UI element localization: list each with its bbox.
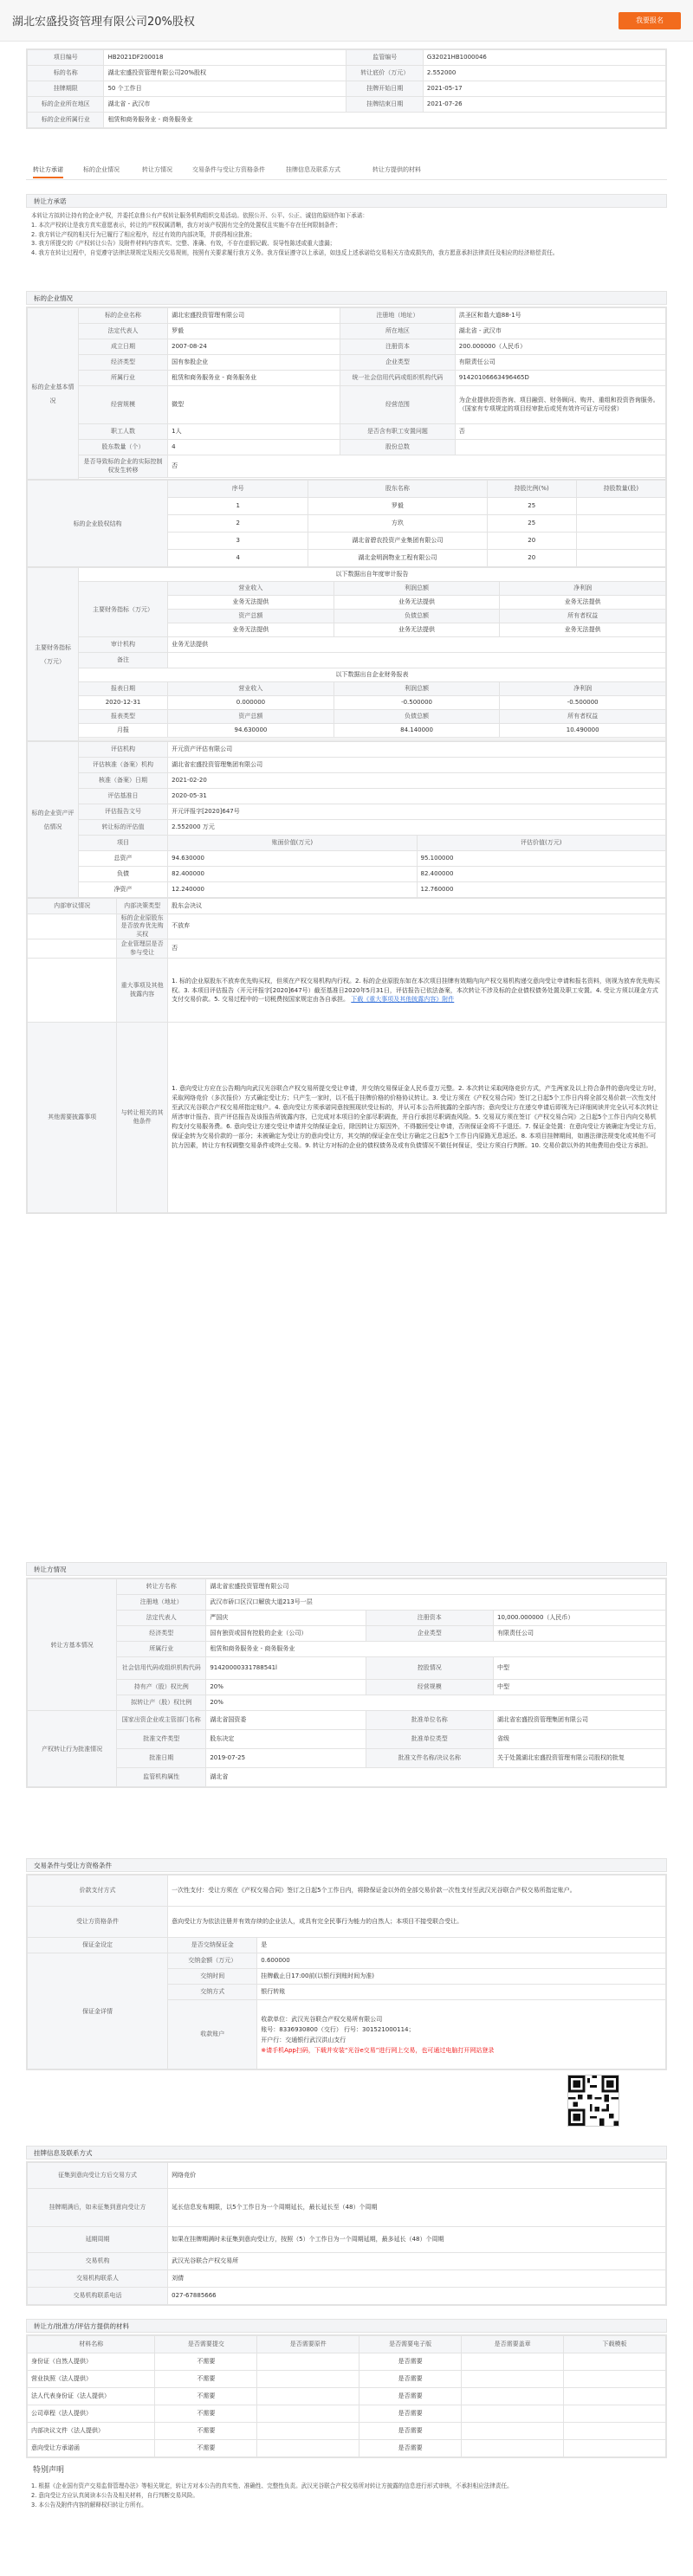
registered-address: 洪圣区和谐大道88-1号 [455,308,665,324]
special-notes: 1. 根据《企业国有资产交易监督管理办法》等相关规定，转让方对本公告的真实性、准确性、完整性负责。武汉光谷联合产权交易所对转让方披露的信息进行形式审核，不承担相应法律责任。 2. 意向受让方应认真阅读本公告及相关材料，自行判断交易风险。 3. 本公告及附件内容的解释权归转让方所有。 [31,2482,513,2508]
group-label: 标的企业资产评估情况 [28,742,79,898]
table-row: 负债 82.400000 82.400000 [28,867,666,882]
industry: 租赁和商务服务业 - 商务服务业 [168,371,340,386]
label: 成立日期 [78,339,167,355]
tab-materials[interactable]: 转让方提供的材料 [372,166,421,173]
page-title: 湖北宏盛投资管理有限公司20%股权 [12,16,195,29]
col-header: 序号 [168,481,308,498]
sub-title: 以下数据出自企业财务报表 [78,668,665,682]
section-title: 转让方/批准方/评估方提供的材料 [26,2319,667,2333]
label: 股份总数 [340,440,456,455]
label: 经营规模 [78,386,167,424]
group-label: 标的企业股权结构 [28,481,168,567]
materials-table: 材料名称 是否需要提交 是否需要原件 是否需要电子版 是否需要盖章 下载模板 身份证（自然人提供） 不需要 是否需要 营业执照（法人提供） 不需要 是否需要 法人代表身份证（法人提供） 不需要 是否需要 公司章程（法人提供） 不需要 是否需要 内部决议文件（法人提供） 不需要 是否需要 意向受让方承诺函 不需要 是否需要 [26,2334,667,2458]
listing-period: 50 个工作日 [104,81,346,97]
label: 标的企业所属行业 [28,113,104,128]
label: 转让底价（万元） [346,66,423,81]
start-date: 2021-05-17 [423,81,665,97]
other-disclosures: 1. 意向受让方应在公告期内向武汉光谷联合产权交易所提交受让申请，并交纳交易保证金人民币壹万元整。2. 本次转让采取网络竞价方式，产生两家及以上符合条件的意向受让方时，采取网络竞价（多次报价）方式确定受让方；只产生一家时，以不低于挂牌价格的价格协议转让。3. 受让方须在《产权交易合同》签订之日起5个工作日内将全部交易价款一次性支付至武汉光谷联合产权交易所指定账户。4. 意向受让方须承诺同意按照现状受让标的，并认可本公告所披露的全部内容；意向受让方在递交申请后即视为已详细阅读并完全认可本次转让所涉审计报告、资产评估报告及该报告所披露内容，已完成对本项目的全部尽职调查，并自行承担尽职调查风险。5. 交易双方须在签订《产权交易合同》之日起5个工作日内向交易机构支付交易服务费。6. 意向受让方递交受让申请并交纳保证金后，除因转让方原因外，不得撤回受让申请，否则保证金将不予退还。7. 保证金处置：在意向受让方被确定为受让方后，保证金转为交易价款的一部分；未被确定为受让方的意向受让方，其交纳的保证金在受让方确定之日起5个工作日内原路无息返还。8. 本项目挂牌期间，如遇法律法规变化或其他不可抗力因素，转让方有权调整交易条件或终止交易。9. 转让方对标的企业的债权债务及或有负债情况不做任何保证，受让方须自行判断。10. 交易价款以外的其他费用由受让方承担。 [168,1023,666,1213]
tab-contact[interactable]: 挂牌信息及联系方式 [286,166,340,173]
total-shares [455,440,665,455]
audit-firm: 业务无法提供 [168,637,666,653]
section-title: 挂牌信息及联系方式 [26,2146,667,2160]
enterprise-type: 有限责任公司 [455,355,665,371]
tab-promise[interactable]: 转让方承诺 [33,166,63,178]
group-label: 保证金详情 [28,1953,168,2069]
tab-company[interactable]: 标的企业情况 [83,166,120,173]
label: 所属行业 [78,371,167,386]
table-row: 法人代表身份证（法人提供） 不需要 是否需要 [28,2388,666,2405]
section-title: 转让方承诺 [26,194,667,208]
target-name: 湖北宏盛投资管理有限公司20%股权 [104,66,346,81]
city: 湖北省 - 武汉市 [455,324,665,339]
section-title: 特别声明 [26,2464,667,2478]
founded-date: 2007-08-24 [168,339,340,355]
deposit-amount: 0.600000 [257,1953,666,1969]
col-header: 股东名称 [308,481,487,498]
label: 挂牌开始日期 [346,81,423,97]
table-row: 净资产 12.240000 12.760000 [28,882,666,898]
contact-phone: 027-67885666 [168,2288,666,2305]
label: 注册资本 [340,339,456,355]
sub-title: 以下数据出自年度审计报告 [78,568,665,582]
label: 标的企业名称 [78,308,167,324]
credit-code: 91420106663496465D [455,371,665,386]
label: 是否含有职工安置问题 [340,424,456,440]
conditions-table: 价款支付方式 一次性支付：受让方须在《产权交易合同》签订之日起5个工作日内，将除保证金以外的全部交易价款一次性支付至武汉光谷联合产权交易所指定账户。 受让方资格条件 意向受让方为依法注册并有效存续的企业法人，或具有完全民事行为能力的自然人；本项目不接受联合受让。 保证金设定 是否交纳保证金 是 保证金详情 交纳金额（万元） 0.600000 交纳时间 挂牌截止日17:00前(以银行到账时间为准) 交纳方式 银行转账 收款账户 收款单位：武汉光谷联合产权交易所有限公司 账号：8336930800（交行） 行号：301521000114； 开户行：交通银行武汉洪山支行 ※请手机App扫码，下载并安装“光谷e交易”进行网上交易，也可通过电脑打开网站登录 [26,1874,667,2070]
listing-number: G32021HB1000046 [423,50,665,66]
table-row: 2 方玖 25 [28,515,666,533]
payment-method: 一次性支付：受让方须在《产权交易合同》签订之日起5个工作日内，将除保证金以外的全部交易价款一次性支付至武汉光谷联合产权交易所指定账户。 [168,1876,666,1907]
table-row: 3 湖北省碧农投资产业集团有限公司 20 [28,533,666,550]
tab-seller[interactable]: 转让方情况 [142,166,172,173]
registered-capital: 200.000000（人民币） [455,339,665,355]
company-table: 标的企业基本情况 标的企业名称 湖北宏盛投资管理有限公司 注册地（地址） 洪圣区和谐大道88-1号 法定代表人 罗毅 所在地区 湖北省 - 武汉市 成立日期 2007-08-24 注册资本 200.000000（人民币） 经济类型 国有参股企业 企业类型 有限责任公司 所属行业 租赁和商务服务业 - 商务服务业 统一社会信用代码或组织机构代码 91420106663496465D 经营规模 微型 经营范围 为企业提供投资咨询、项目融资、财务顾问、购并、重组和投资咨询服务。（国家有专项规定的项目经审批后或凭有效许可证方可经营） 职工人数 1人 是否含有职工安置问题 否 股东数量（个） 4 股份总数 是否导致标的企业的实际控制权发生转移 否 标的企业股权结构 序号 股东名称 持股比例(%) 持股数量(股) 1 罗毅 25 2 方玖 25 3 湖北省碧农投资产业集团有限公司 20 4 湖北金明润物业工程有限公司 20 主要财务指标（万元） 以下数据出自年度审计报告 主要财务指标（万元） 营业收入 利润总额 净利润 业务无法提供 业务无法提供 业务无法提供 资产总额 负债总额 所有者权益 业务无法提供 业务无法提供 业务无法提供 审计机构 业务无法提供 备注 以下数据出自企业财务报表 报表日期 营业收入 利润总额 净利润 2020-12-31 0.000000 -0.500000 -0.500000 报表类型 资产总额 负债总额 所有者权益 月报 94.630000 84.140000 10.490000 标的企业资产评估情况 评估机构 开元资产评估有限公司 评估核准（备案）机构 湖北省宏盛投资管理集团有限公司 核准（备案）日期 2021-02-20 评估基准日 2020-05-31 评估报告文号 开元评报字[2020]647号 转让标的评估值 2.552000 万元 项目 账面价值(万元) 评估价值(万元) 总资产 94.630000 95.100000 负债 82.400000 82.400000 净资产 12.240000 12.760000 内部审议情况 内部决策类型 股东会决议 标的企业原股东是否放弃优先购买权 不放弃 企业管理层是否参与受让 否 重大事项及其他披露内容 1. 标的企业原股东不放弃优先购买权，但须在产权交易机构内行权。2. 标的企业原股东如在本次项目挂牌有效期内向产权交易机构递交意向受让申请和报名资料，则视为放弃优先购买权。3. 本项目评估报告（开元评报字[2020]647号）截至基准日2020年5月31日，评估报告已依法备案，本次转让不涉及标的企业债权债务处置及职工安置。4. 受让方须以现金方式支付交易价款。5. 交易过程中的一切税费按国家规定由各自承担。 下载《重大事项及其他披露内容》附件 其他需要披露事项 与转让相关的其他条件 1. 意向受让方应在公告期内向武汉光谷联合产权交易所提交受让申请，并交纳交易保证金人民币壹万元整。2. 本次转让采取网络竞价方式，产生两家及以上符合条件的意向受让方时，采取网络竞价（多次报价）方式确定受让方；只产生一家时，以不低于挂牌价格的价格协议转让。3. 受让方须在《产权交易合同》签订之日起5个工作日内将全部交易价款一次性支付至武汉光谷联合产权交易所指定账户。4. 意向受让方须承诺同意按照现状受让标的，并认可本公告所披露的全部内容；意向受让方在递交申请后即视为已详细阅读并完全认可本次转让所涉审计报告、资产评估报告及该报告所披露内容，已完成对本项目的全部尽职调查，并自行承担尽职调查风险。5. 交易双方须在签订《产权交易合同》之日起5个工作日内向交易机构支付交易服务费。6. 意向受让方递交受让申请并交纳保证金后，除因转让方原因外，不得撤回受让申请，否则保证金将不予退还。7. 保证金处置：在意向受让方被确定为受让方后，保证金转为交易价款的一部分；未被确定为受让方的意向受让方，其交纳的保证金在受让方确定之日起5个工作日内原路无息返还。8. 本项目挂牌期间，如遇法律法规变化或其他不可抗力因素，转让方有权调整交易条件或终止交易。9. 转让方对标的企业的债权债务及或有负债情况不做任何保证，受让方须自行判断。10. 交易价款以外的其他费用由受让方承担。 [26,307,667,1214]
seller-name: 湖北省宏盛投资管理有限公司 [206,1579,666,1595]
valuation: 2.552000 万元 [168,820,666,836]
label: 挂牌期限 [28,81,104,97]
seller-table: 转让方基本情况 转让方名称 湖北省宏盛投资管理有限公司 注册地（地址） 武汉市硚口区汉口解放大道213号一层 法定代表人 严国庆 注册资本 10,000.000000（人民币） 经济类型 国有独资或国有控股的企业（公司） 企业类型 有限责任公司 所属行业 租赁和商务服务业 - 商务服务业 社会信用代码或组织机构代码 91420000331788541l 控股情况 中型 持有产（股）权比例 20% 经营规模 中型 拟转让产（股）权比例 20% 产权转让行为批准情况 国家出资企业或主管部门名称 湖北省国资委 批准单位名称 湖北省宏盛投资管理集团有限公司 批准文件类型 股东决定 批准单位类型 省级 批准日期 2019-07-25 批准文件名称/决议名称 关于处置湖北宏盛投资管理有限公司股权的批复 监管机构属性 湖北省 [26,1578,667,1788]
tab-conditions[interactable]: 交易条件与受让方资格条件 [192,166,265,173]
label: 法定代表人 [78,324,167,339]
valuation-firm: 开元资产评估有限公司 [168,742,666,758]
contact-person: 刘倩 [168,2270,666,2288]
reserve-price: 2.552000 [423,66,665,81]
project-number: HB2021DF200018 [104,50,346,66]
business-scale: 微型 [168,386,340,424]
summary-table [26,48,667,129]
label: 项目编号 [28,50,104,66]
label: 注册地（地址） [340,308,456,324]
region: 湖北省 - 武汉市 [104,97,346,113]
group-label: 产权转让行为批准情况 [28,1711,117,1787]
label: 经营范围 [340,386,456,424]
section-title: 标的企业情况 [26,291,667,305]
group-label: 标的企业基本情况 [28,308,79,480]
table-row: 身份证（自然人提供） 不需要 是否需要 [28,2353,666,2371]
qualification: 意向受让方为依法注册并有效存续的企业法人，或具有完全民事行为能力的自然人；本项目不接受联合受让。 [168,1907,666,1938]
control-change: 否 [168,455,666,478]
header [0,0,693,42]
label: 监管编号 [346,50,423,66]
qr-code-icon [567,2075,619,2127]
industry: 租赁和商务服务业 - 商务服务业 [104,113,666,128]
group-label: 主要财务指标（万元） [28,568,79,741]
section-title: 交易条件与受让方资格条件 [26,1858,667,1872]
economic-type: 国有参股企业 [168,355,340,371]
promise-text: 本转让方拟转让持有的企业产权，并委托京鼎公有产权转让服务机构组织交易活动。依照公开、公平、公正、诚信的原则作如下承诺： 1. 本次产权转让是我方真实意愿表示，转让的产权权属清晰，我方对该产权拥有完全的处置权且实施不存在任何限制条件； 2. 我方转让产权的相关行为已履行了相应程序，经过有效的内部决策，并获得相应批准； 3. 我方所提交的《产权转让公告》及附件材料内容真实、完整、准确、有效，不存在虚假记载、误导性陈述或重大遗漏； 4. 我方在转让过程中，自觉遵守法律法规规定及相关交易规则，按照有关要求履行我方义务。我方保证遵守以上承诺，如违反上述承诺给交易相关方造成损失的，我方愿意承担法律责任及相应的经济赔偿责任。 [31,212,559,257]
label: 统一社会信用代码或组织机构代码 [340,371,456,386]
staff-placement: 否 [455,424,665,440]
major-items-download-link[interactable]: 下载《重大事项及其他披露内容》附件 [351,996,455,1004]
table-row: 意向受让方承诺函 不需要 是否需要 [28,2440,666,2457]
table-row: 1 罗毅 25 [28,498,666,515]
table-row: 内部决议文件（法人提供） 不需要 是否需要 [28,2423,666,2440]
table-row: 总资产 94.630000 95.100000 [28,851,666,867]
label: 是否导致标的企业的实际控制权发生转移 [78,455,167,478]
label: 股东数量（个） [78,440,167,455]
company-name: 湖北宏盛投资管理有限公司 [168,308,340,324]
tab-bar [26,163,667,180]
label: 所在地区 [340,324,456,339]
end-date: 2021-07-26 [423,97,665,113]
legal-rep: 罗毅 [168,324,340,339]
table-row: 4 湖北金明润物业工程有限公司 20 [28,550,666,567]
label: 经济类型 [78,355,167,371]
table-row: 公司章程（法人提供） 不需要 是否需要 [28,2405,666,2423]
col-header: 持股数量(股) [576,481,665,498]
contact-table: 征集到意向受让方后交易方式 网络竞价 挂牌期满后，如未征集到意向受让方 延长信息发布期限，以5个工作日为一个周期延长，最长延长至（48）个周期 延期周期 如果在挂牌期满时未征集到意向受让方，按照（5）个工作日为一个周期延期，最多延长（48）个周期 交易机构 武汉光谷联合产权交易所 交易机构联系人 刘倩 交易机构联系电话 027-67885666 [26,2161,667,2306]
group-label: 主要财务指标（万元） [78,582,167,637]
business-scope: 为企业提供投资咨询、项目融资、财务顾问、购并、重组和投资咨询服务。（国家有专项规定的项目经审批后或凭有效许可证方可经营） [455,386,665,424]
label: 标的企业所在地区 [28,97,104,113]
label: 企业类型 [340,355,456,371]
label: 挂牌结束日期 [346,97,423,113]
sign-up-button[interactable]: 我要报名 [619,12,681,29]
group-label: 转让方基本情况 [28,1579,117,1711]
label: 职工人数 [78,424,167,440]
section-title: 转让方情况 [26,1562,667,1576]
shareholder-count: 4 [168,440,340,455]
exchange-name: 武汉光谷联合产权交易所 [168,2253,666,2270]
col-header: 持股比例(%) [487,481,576,498]
label: 标的名称 [28,66,104,81]
staff-count: 1人 [168,424,340,440]
table-row: 营业执照（法人提供） 不需要 是否需要 [28,2371,666,2388]
